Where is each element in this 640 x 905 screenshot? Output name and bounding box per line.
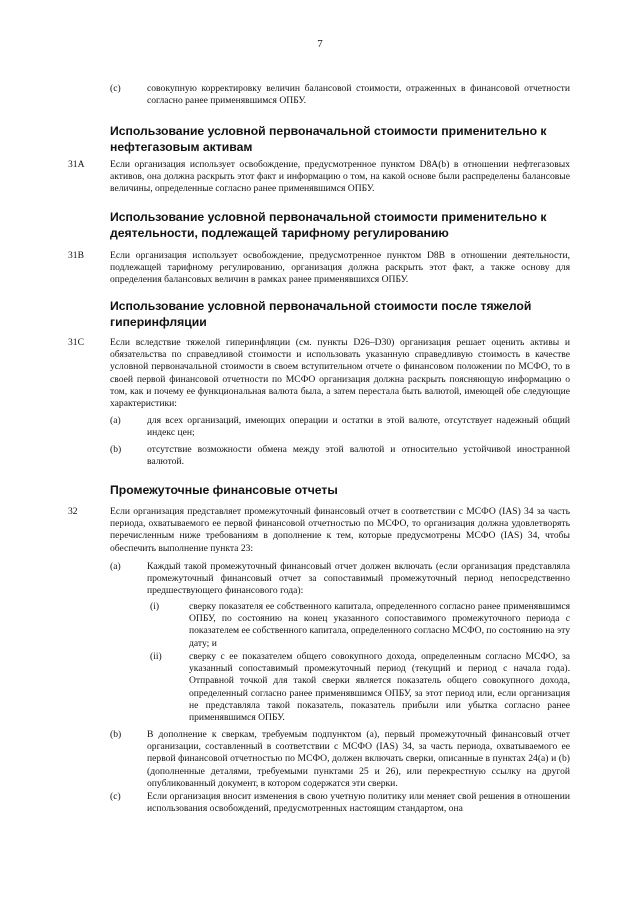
paragraph-number: 31C (68, 337, 84, 348)
paragraph-number: 32 (68, 506, 78, 517)
item-text: отсутствие возможности обмена между этой валютой и относительно устойчивой иностранной валютой. (147, 444, 570, 468)
subitem-text: сверку показателя ее собственного капитала, определенного согласно ранее применявшимся ОПБУ, по состоянию на конец указанного сопоставимого промежуточного периода с показателем ее собственного капитала, определенного согласно МСФО, по состоянию на эту дату; и (189, 601, 570, 649)
item-label: (c) (110, 791, 121, 802)
subitem-label: (i) (150, 601, 160, 612)
item-text: Каждый такой промежуточный финансовый отчет должен включать (если организация представляла промежуточный финансовый отчет за сопоставимый промежуточный период непосредственно предшествующего финансового года): (147, 561, 570, 597)
paragraph-text: Если организация представляет промежуточный финансовый отчет в соответствии с МСФО (IAS) 34 за часть периода, охватываемого ее первой финансовой отчетностью по МСФО, то организация должна удовлетворять перечисленным ниже требованиям в дополнение к тем, которые предусмотрены МСФО (IAS) 34, чтобы обеспечить выполнение пункта 23: (110, 506, 570, 554)
section-heading: Использование условной первоначальной стоимости применительно к деятельности, подлежащей тарифному регулированию (110, 210, 547, 240)
item-label: (a) (110, 415, 121, 426)
section-heading: Использование условной первоначальной стоимости после тяжелой гиперинфляции (110, 299, 532, 329)
subitem-text: сверку с ее показателем общего совокупного дохода, определенным согласно МСФО, за указанный сопоставимый промежуточный период (текущий и период с начала года). Отправной точкой для такой сверки является показатель общего совокупного дохода, определенный согласно ранее применявшимся ОПБУ, за этот период или, если организация не представляла такой показатель, показатель прибыли или убытка согласно ранее применявшимся ОПБУ. (189, 651, 570, 724)
subitem-label: (ii) (150, 651, 162, 662)
section-heading: Использование условной первоначальной стоимости применительно к нефтегазовым активам (110, 124, 547, 154)
item-label: (b) (110, 729, 122, 740)
section-heading: Промежуточные финансовые отчеты (110, 483, 338, 497)
item-text: для всех организаций, имеющих операции и остатки в этой валюте, отсутствует надежный общий индекс цен; (147, 415, 570, 439)
paragraph-number: 31B (68, 250, 84, 261)
paragraph-text: Если вследствие тяжелой гиперинфляции (см. пункты D26–D30) организация решает оценить активы и обязательства по справедливой стоимости и использовать указанную справедливую стоимость в качестве условной первоначальной стоимости в своем вступительном отчете о финансовом положении по МСФО, то в своей первой финансовой отчетности по МСФО организация должна раскрыть поясняющую информацию о том, как и почему ее функциональная валюта была, а затем перестала быть валютой, имеющей обе следующие характеристики: (110, 337, 570, 410)
item-text: Если организация вносит изменения в свою учетную политику или меняет свой решения в отношении использования освобождений, предусмотренных настоящим стандартом, она (147, 791, 570, 815)
item-text: совокупную корректировку величин балансовой стоимости, отраженных в финансовой отчетности согласно ранее применявшимся ОПБУ. (147, 83, 570, 107)
paragraph-text: Если организация использует освобождение, предусмотренное пунктом D8B в отношении деятельности, подлежащей тарифному регулированию, организация должна раскрыть этот факт, а также основу для определения балансовых величин в рамках ранее применявшихся ОПБУ. (110, 250, 570, 286)
item-label: (b) (110, 444, 122, 455)
page-number: 7 (317, 38, 323, 50)
paragraph-number: 31A (68, 159, 85, 170)
item-text: В дополнение к сверкам, требуемым подпунктом (a), первый промежуточный финансовый отчет организации, составленный в соответствии с МСФО (IAS) 34, за часть периода, охватываемого ее первой финансовой отчетностью по МСФО, должен включать сверки, описанные в пунктах 24(a) и (b) (дополненные деталями, требуемыми пунктами 25 и 26), или перекрестную ссылку на другой опубликованный документ, в котором содержатся эти сверки. (147, 729, 570, 789)
paragraph-text: Если организация использует освобождение, предусмотренное пунктом D8A(b) в отношении нефтегазовых активов, она должна раскрыть этот факт и информацию о том, на какой основе были распределены балансовые величины, определенные согласно ранее применявшимся ОПБУ. (110, 159, 570, 195)
item-label: (c) (110, 83, 121, 94)
item-label: (a) (110, 561, 121, 572)
